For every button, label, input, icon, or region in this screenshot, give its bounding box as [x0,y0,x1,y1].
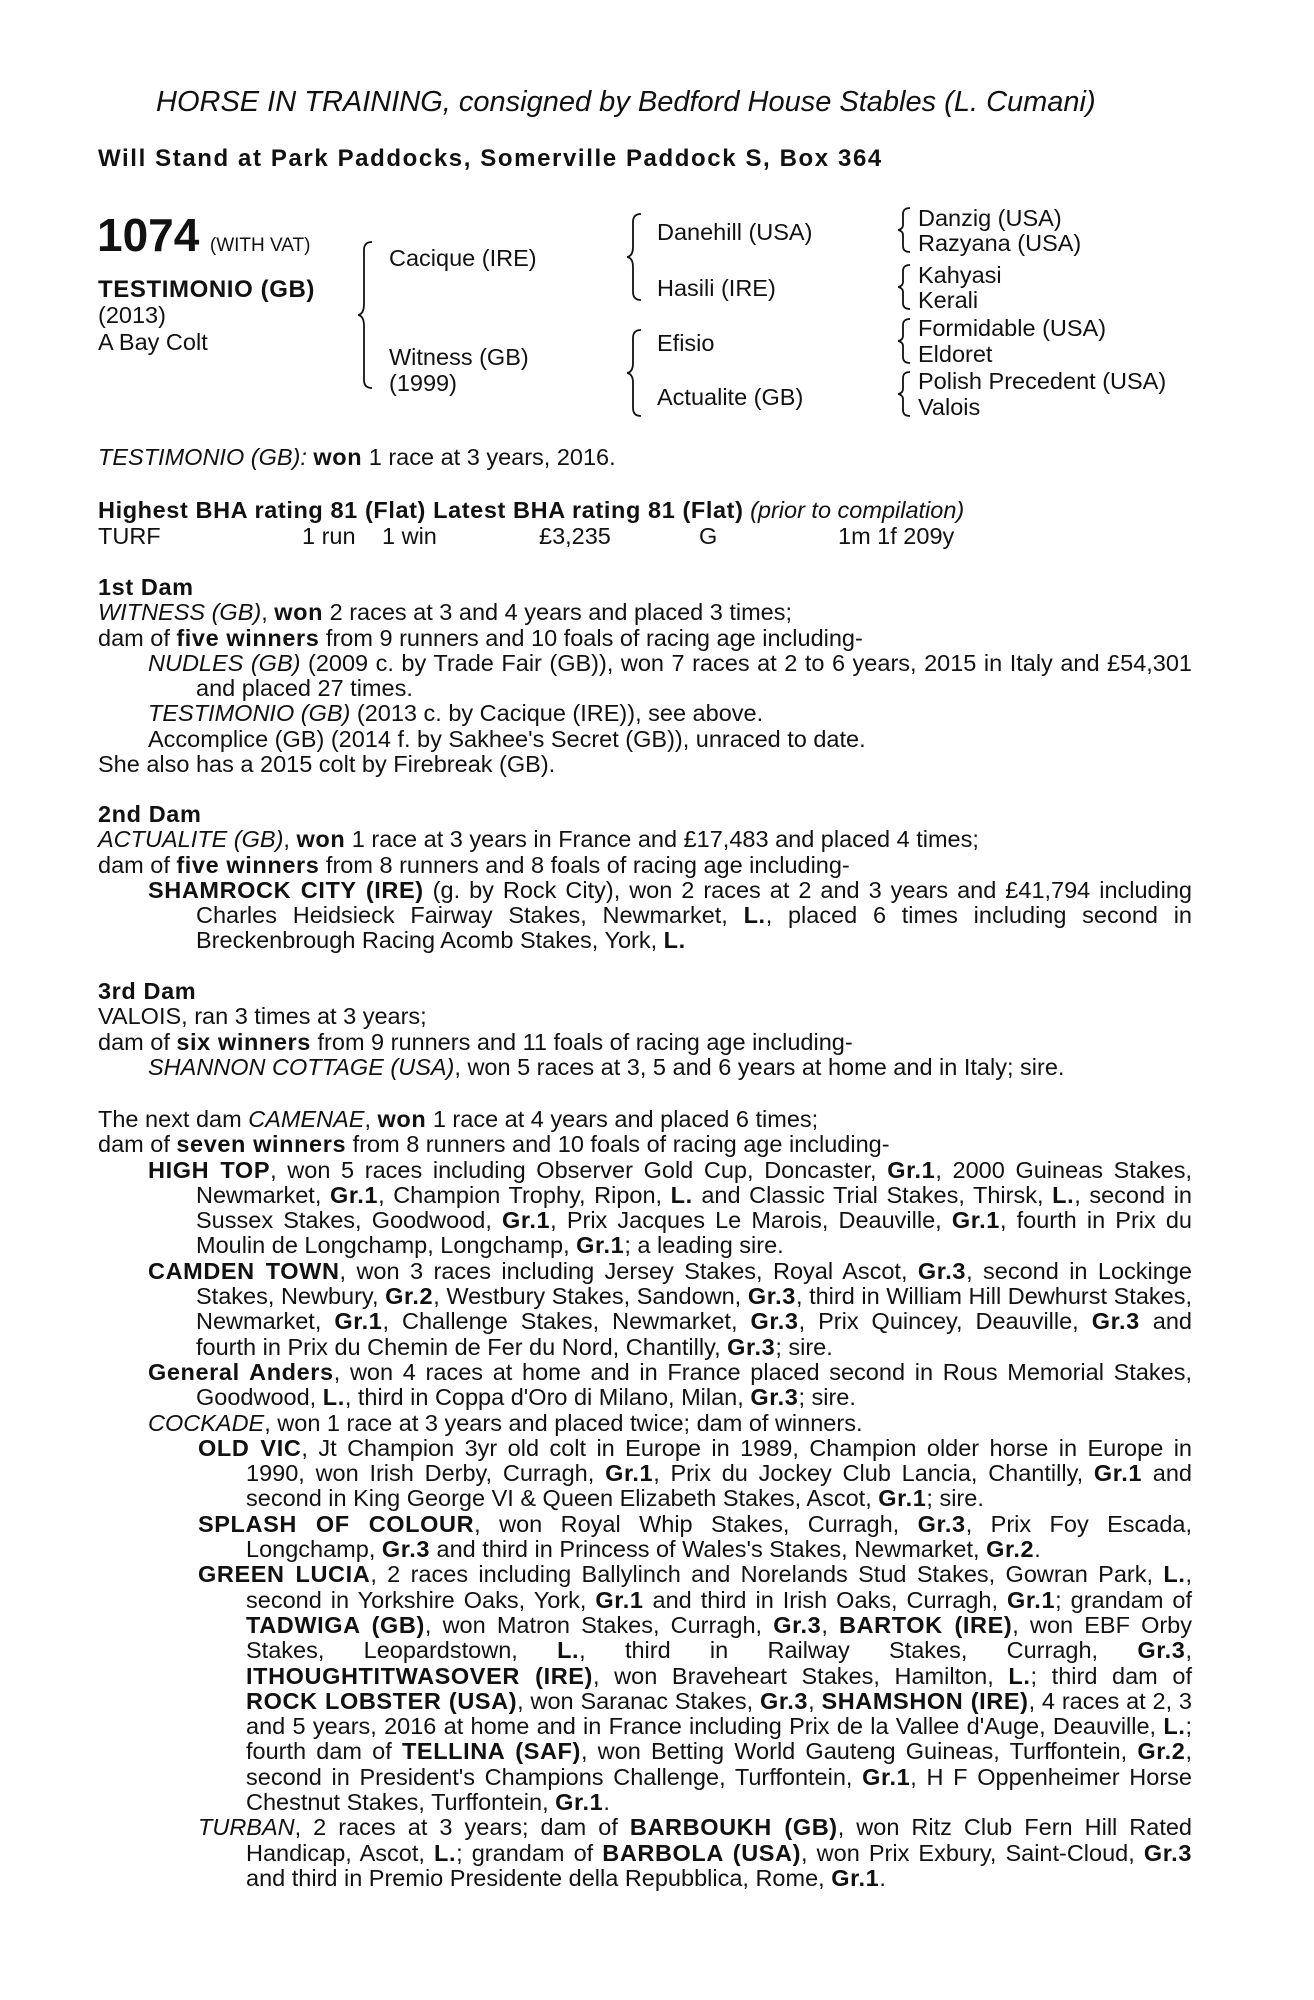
testimonio-rest: (2013 c. by Cacique (IRE)), see above. [350,700,764,727]
grand-6: Eldoret [918,341,993,367]
text-run: , won Betting World Gauteng Guineas, Turffontein, [580,1738,1138,1765]
rock-lobster-name: ROCK LOBSTER (USA) [246,1687,518,1714]
horse-name: TESTIMONIO (GB) [98,276,315,303]
summary-sep: : [300,444,314,470]
next-dam-produce-c: from 8 runners and 10 foals of racing age including- [346,1131,890,1158]
listed-label: L. [1163,1561,1186,1588]
text-run: , second in President's Champions Challenge, Turffontein, [246,1738,1193,1790]
third-dam-offspring-1 [98,1055,1192,1080]
performance-row [0,524,1314,550]
perf-surface: TURF [98,523,161,549]
third-dam-heading: 3rd Dam [98,978,197,1004]
text-run: , [821,1611,840,1638]
text-run: , second in Lockinge Stakes, Newbury, [196,1257,1192,1310]
shamrock-city-a: (g. by Rock City), won 2 races at 2 and 3 years and £41,794 including Charles Heidsieck Fairway Stakes, Newmarket, [196,876,1192,929]
text-run: , Challenge Stakes, Newmarket, [382,1308,751,1335]
foaling-year: (2013) [98,302,166,328]
shamshon-name: SHAMSHON (IRE) [821,1687,1029,1714]
summary-won: won [313,444,363,470]
grade-label: Gr.1 [334,1308,383,1335]
text-run: . [603,1789,610,1816]
second-dam-section [98,802,1192,954]
grade-label: Gr.1 [1093,1460,1143,1487]
listed-label: L. [1052,1181,1075,1208]
grade-label: Gr.3 [750,1308,799,1335]
camden-town-entry [98,1259,1192,1360]
grade-label: Gr.3 [917,1510,966,1537]
sire-sire: Danehill (USA) [657,219,813,245]
grade-label: Gr.3 [917,1257,967,1284]
grade-label: Gr.1 [502,1207,551,1234]
first-dam-record [98,600,1192,625]
text-run: , second in Sussex Stakes, Goodwood, [196,1181,1192,1234]
grand-2: Razyana (USA) [918,230,1082,256]
race-summary [98,445,616,470]
grade-label: Gr.3 [1091,1308,1140,1335]
text-run: , Prix Quincey, Deauville, [798,1308,1092,1335]
second-dam-record [98,827,1192,852]
text-run: , won Matron Stakes, Curragh, [424,1611,774,1638]
sire-dam: Hasili (IRE) [657,275,776,301]
high-top-entry [98,1158,1192,1259]
grade-label: Gr.1 [1006,1586,1056,1613]
text-run: , third in Railway Stakes, Curragh, [579,1637,1138,1664]
text-run: and third in Princess of Wales's Stakes, Newmarket, [430,1536,987,1563]
ratings-line [98,498,964,523]
text-run: ; a leading sire. [624,1232,784,1259]
perf-earnings: £3,235 [539,523,611,549]
text-run: , Westbury Stakes, Sandown, [433,1283,748,1310]
dam-year: (1999) [389,370,457,396]
grade-label: Gr.2 [385,1283,434,1310]
grade-label: Gr.2 [1137,1738,1186,1765]
next-dam-winners: seven winners [176,1131,347,1158]
text-run: , third in Coppa d'Oro di Milano, Milan, [344,1384,751,1411]
text-run: . [1034,1536,1041,1563]
old-vic-entry [98,1436,1192,1512]
consignment-title: HORSE IN TRAINING, consigned by Bedford House Stables (L. Cumani) [156,86,1096,118]
next-dam-sep: , [364,1106,378,1132]
splash-of-colour-entry [98,1512,1192,1563]
text-run: , won EBF Orby Stakes, Leopardstown, [246,1611,1192,1664]
third-dam-produce [98,1030,1192,1055]
text-run: . [879,1864,886,1891]
text-run: , won Braveheart Stakes, Hamilton, [593,1662,1009,1689]
grade-label: Gr.1 [555,1789,604,1816]
text-run: and fourth in Prix du Chemin de Fer du Nord, Chantilly, [196,1308,1193,1360]
sire: Cacique (IRE) [389,245,537,271]
grade-label: Gr.1 [831,1864,880,1891]
text-run: and Classic Trial Stakes, Thirsk, [692,1181,1053,1208]
first-dam-rest: 2 races at 3 and 4 years and placed 3 times; [323,599,793,626]
listed-label: L. [670,1181,693,1208]
next-dam-a: The next dam [98,1106,249,1132]
shamrock-city-l2: L. [663,927,686,954]
pedigree-brace-g12 [898,206,912,254]
bartok-name: BARTOK (IRE) [839,1611,1013,1638]
second-dam-produce [98,853,1192,878]
text-run: , won 4 races at home and in France placed second in Rous Memorial Stakes, Goodwood, [196,1358,1192,1411]
text-run: ; sire. [775,1333,833,1360]
dam: Witness (GB) [389,344,529,370]
text-run: , 4 races at 2, 3 and 5 years, 2016 at home and in France including Prix de la Vallee d'Auge, Deauville, [246,1687,1192,1740]
listed-label: L. [434,1839,457,1866]
second-dam-winners: five winners [176,851,320,878]
perf-distance: 1m 1f 209y [838,523,955,549]
lot-number: 1074 [97,209,200,261]
text-run: ; grandam of [1055,1586,1193,1613]
pedigree-brace-g56 [898,317,912,365]
barbola-name: BARBOLA (USA) [602,1839,802,1866]
first-dam-section [98,575,1192,777]
text-run: ; fourth dam of [246,1713,1192,1765]
pedigree-brace-main [358,240,378,390]
listed-label: L. [557,1637,580,1664]
text-run: , 2 races at 3 years; dam of [294,1814,630,1841]
text-run: , Prix du Jockey Club Lancia, Chantilly, [653,1460,1094,1487]
grade-label: Gr.3 [750,1384,799,1411]
grand-3: Kahyasi [918,262,1002,288]
text-run: , fourth in Prix du Moulin de Longchamp, Longchamp, [196,1207,1193,1259]
shamrock-city-b: , placed 6 times including second in Breckenbrough Racing Acomb Stakes, York, [196,902,1192,954]
grade-label: Gr.3 [1143,1839,1192,1866]
listed-label: L. [322,1384,345,1411]
text-run: , Champion Trophy, Ripon, [378,1181,671,1208]
text-run: , H F Oppenheimer Horse Chestnut Stakes, Turffontein, [246,1763,1192,1816]
grand-7: Polish Precedent (USA) [918,368,1167,394]
first-dam-won: won [274,599,324,626]
second-dam-won: won [296,826,346,853]
text-run: , Prix Foy Escada, Longchamp, [246,1510,1192,1563]
grade-label: Gr.2 [986,1536,1035,1563]
general-anders-name: General Anders [148,1358,334,1385]
text-run: , Jt Champion 3yr old colt in Europe in 1989, Champion older horse in Europe in 1990, won Irish Derby, Curragh, [246,1434,1192,1487]
third-dam-winners: six winners [176,1028,311,1055]
next-dam-won: won [377,1106,427,1132]
barboukh-name: BARBOUKH (GB) [629,1814,838,1841]
grade-label: Gr.3 [759,1687,809,1714]
second-dam-name: ACTUALITE (GB) [98,826,284,853]
text-run: ; sire. [798,1384,856,1411]
ithoughtitwasover-name: ITHOUGHTITWASOVER (IRE) [246,1662,593,1689]
third-dam-section [98,979,1192,1080]
camden-town-name: CAMDEN TOWN [148,1257,340,1284]
text-run: , won 1 race at 3 years and placed twice; dam of winners. [264,1409,863,1436]
pedigree-brace-dam [627,328,647,418]
grade-label: Gr.3 [727,1333,776,1360]
text-run: , second in Yorkshire Oaks, York, [246,1561,1192,1613]
dam-sire: Efisio [657,330,715,356]
second-dam-rest: 1 race at 3 years in France and £17,483 and placed 4 times; [345,826,979,853]
shamrock-city-name: SHAMROCK CITY (IRE) [148,876,424,903]
first-dam-produce-c: from 9 runners and 10 foals of racing age including- [319,624,863,651]
grade-label: Gr.3 [1137,1637,1186,1664]
text-run: , won 5 races including Observer Gold Cup, Doncaster, [270,1156,888,1183]
cockade-entry [98,1411,1192,1436]
pedigree-brace-sire [627,212,647,302]
second-dam-offspring-1 [98,878,1192,954]
first-dam-note: She also has a 2015 colt by Firebreak (GB). [98,751,556,778]
pedigree-brace-g34 [898,263,912,311]
text-run: and third in Irish Oaks, Curragh, [643,1586,1007,1613]
grade-label: Gr.1 [576,1232,625,1259]
tellina-name: TELLINA (SAF) [401,1738,581,1765]
text-run: , won Ritz Club Fern Hill Rated Handicap, Ascot, [246,1814,1192,1866]
grade-label: Gr.1 [887,1156,936,1183]
grand-4: Kerali [918,287,979,313]
green-lucia-entry [98,1562,1192,1815]
location-line: Will Stand at Park Paddocks, Somerville Paddock S, Box 364 [98,145,883,172]
general-anders-entry [98,1360,1192,1411]
grade-label: Gr.1 [878,1485,927,1512]
text-run: , won 3 races including Jersey Stakes, Royal Ascot, [339,1257,918,1284]
next-dam-produce [98,1132,1192,1157]
lot-number-line [97,210,310,260]
perf-runs: 1 run [302,523,356,549]
grade-label: Gr.3 [381,1536,431,1563]
first-dam-offspring-3: Accomplice (GB) (2014 f. by Sakhee's Secret (GB)), unraced to date. [148,725,866,752]
first-dam-produce-a: dam of [98,624,177,651]
listed-label: L. [1163,1713,1186,1740]
ratings-text: Highest BHA rating 81 (Flat) Latest BHA rating 81 (Flat) [98,497,744,523]
grade-label: Gr.1 [951,1207,1000,1234]
next-dam-rest: 1 race at 4 years and placed 6 times; [426,1106,819,1132]
ratings-note: (prior to compilation) [750,497,965,523]
first-dam-sep: , [261,599,275,626]
second-dam-heading: 2nd Dam [98,801,202,827]
grand-5: Formidable (USA) [918,315,1107,341]
shamrock-city-l1: L. [743,902,766,929]
cockade-name: COCKADE [148,1409,265,1436]
nudles-name: NUDLES (GB) [148,649,301,676]
turban-entry [98,1815,1192,1891]
tadwiga-name: TADWIGA (GB) [246,1611,425,1638]
next-dam-record [98,1107,1192,1132]
next-dam-name: CAMENAE [248,1106,365,1132]
pedigree-brace-g78 [898,370,912,418]
text-run: , won Prix Exbury, Saint-Cloud, [801,1839,1144,1866]
third-dam-record: VALOIS, ran 3 times at 3 years; [98,1003,427,1030]
second-dam-produce-a: dam of [98,851,177,878]
text-run: and second in King George VI & Queen Elizabeth Stakes, Ascot, [246,1460,1192,1512]
splash-of-colour-name: SPLASH OF COLOUR [198,1510,475,1537]
grade-label: Gr.1 [862,1763,911,1790]
text-run: , third in William Hill Dewhurst Stakes, Newmarket, [196,1283,1192,1335]
grade-label: Gr.1 [329,1181,379,1208]
summary-rest: 1 race at 3 years, 2016. [362,444,616,470]
text-run: , [1185,1637,1192,1664]
second-dam-sep: , [283,826,297,853]
vat-note: (WITH VAT) [209,235,311,256]
second-dam-produce-c: from 8 runners and 8 foals of racing age including- [319,851,850,878]
first-dam-offspring-2 [98,701,1192,726]
horse-description: A Bay Colt [98,329,208,355]
shannon-cottage-rest: , won 5 races at 3, 5 and 6 years at home and in Italy; sire. [454,1053,1065,1080]
first-dam-winners: five winners [176,624,320,651]
grade-label: Gr.1 [595,1586,644,1613]
text-run: ; third dam of [1030,1662,1192,1689]
grade-label: Gr.1 [605,1460,654,1487]
nudles-rest: (2009 c. by Trade Fair (GB)), won 7 races at 2 to 6 years, 2015 in Italy and £54,301 and placed 27 times. [196,649,1192,702]
first-dam-name: WITNESS (GB) [98,599,262,626]
perf-going: G [699,523,718,549]
text-run: , 2000 Guineas Stakes, Newmarket, [196,1156,1193,1208]
grade-label: Gr.3 [773,1611,822,1638]
first-dam-heading: 1st Dam [98,574,194,600]
text-run: ; grandam of [456,1839,603,1866]
listed-label: L. [1008,1662,1031,1689]
shannon-cottage-name: SHANNON COTTAGE (USA) [148,1053,455,1080]
grand-1: Danzig (USA) [918,205,1062,231]
first-dam-offspring-1 [98,651,1192,702]
third-dam-produce-c: from 9 runners and 11 foals of racing age including- [310,1028,853,1055]
text-run: and third in Premio Presidente della Repubblica, Rome, [246,1864,832,1891]
grand-8: Valois [918,394,981,420]
dam-dam: Actualite (GB) [657,384,804,410]
green-lucia-name: GREEN LUCIA [198,1561,371,1588]
testimonio-name: TESTIMONIO (GB) [148,700,351,727]
text-run: , won Royal Whip Stakes, Curragh, [474,1510,918,1537]
text-run: , 2 races including Ballylinch and Norelands Stud Stakes, Gowran Park, [370,1561,1164,1588]
text-run: , [808,1687,822,1714]
perf-wins: 1 win [382,523,437,549]
third-dam-produce-a: dam of [98,1028,177,1055]
next-dam-produce-a: dam of [98,1131,177,1158]
text-run: ; sire. [926,1485,984,1512]
text-run: , Prix Jacques Le Marois, Deauville, [550,1207,952,1234]
high-top-name: HIGH TOP [148,1156,271,1183]
next-dam-section [98,1107,1192,1891]
text-run: , won Saranac Stakes, [517,1687,760,1714]
turban-name: TURBAN [198,1814,295,1841]
old-vic-name: OLD VIC [198,1434,302,1461]
first-dam-produce [98,626,1192,651]
grade-label: Gr.3 [747,1283,796,1310]
summary-horse: TESTIMONIO (GB) [98,444,301,470]
